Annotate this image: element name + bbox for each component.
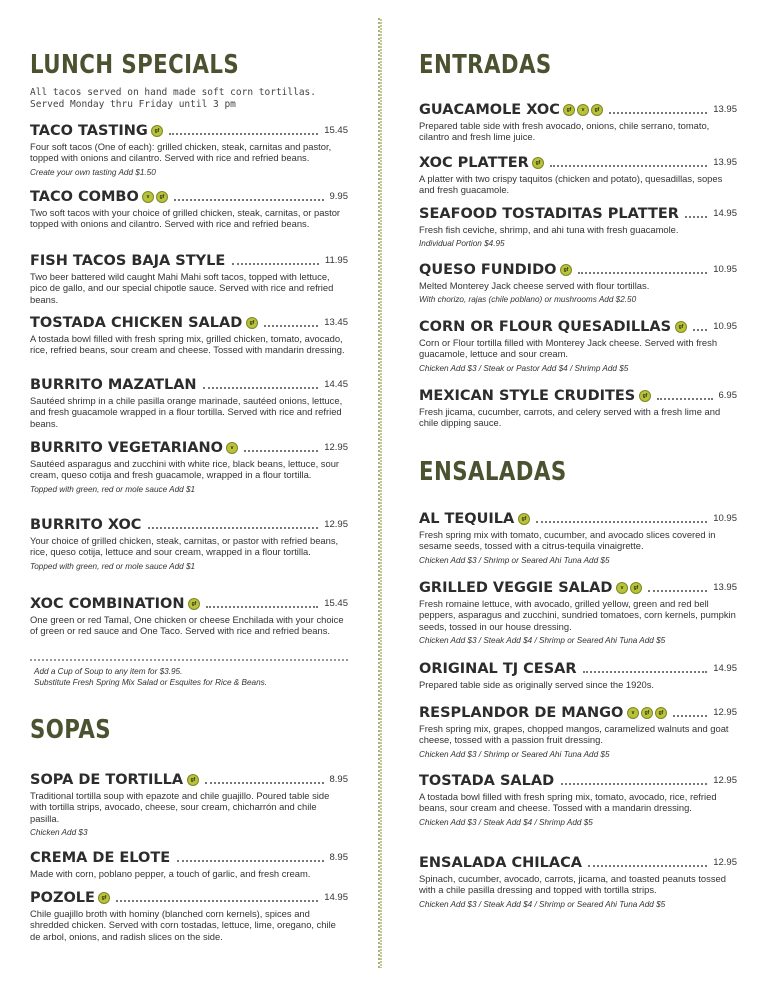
- menu-item-price: 8.95: [329, 852, 348, 863]
- menu-item-addon: Topped with green, red or mole sauce Add $1: [30, 561, 196, 571]
- menu-item-description: Your choice of grilled chicken, steak, carnitas, or pastor with refried beans, rice, queso cotija, lettuce and sour cream, wrapped in a flour tortilla.: [30, 535, 339, 558]
- menu-item: [419, 387, 737, 429]
- menu-item: [30, 376, 348, 429]
- menu-item: [30, 188, 348, 230]
- menu-item-description: Fresh spring mix, grapes, chopped mangos, caramelized walnuts and goat cheese, tossed with a passion fruit dressing.: [419, 723, 729, 746]
- sopas-title: SOPAS: [30, 715, 112, 745]
- menu-item-description: Made with corn, poblano pepper, a touch of garlic, and fresh cream.: [30, 868, 311, 879]
- ensaladas-title: ENSALADAS: [419, 457, 567, 487]
- menu-item: [419, 318, 737, 374]
- menu-item-header: [419, 387, 737, 405]
- menu-item-addon: Chicken Add $3 / Steak Add $4 / Shrimp or Seared Ahi Tuna Add $5: [419, 635, 666, 645]
- dotted-leader: [609, 112, 707, 114]
- menu-item-header: [30, 516, 348, 534]
- menu-item-name: TACO TASTING: [30, 123, 148, 139]
- menu-item-price: 9.95: [329, 191, 348, 202]
- menu-item-name: XOC COMBINATION: [30, 596, 185, 612]
- dotted-leader: [203, 387, 318, 389]
- menu-item-price: 14.95: [713, 208, 737, 219]
- dotted-leader: [657, 398, 713, 400]
- lunch-specials-note: All tacos served on hand made soft corn tortillas. Served Monday thru Friday until 3 pm: [30, 87, 316, 110]
- menu-item-name: BURRITO MAZATLAN: [30, 377, 197, 393]
- menu-item-header: [30, 595, 348, 613]
- menu-item: [419, 854, 737, 910]
- menu-item-description: Prepared table side with fresh avocado, onions, chile serrano, tomato, cilantro and fresh lime juice.: [419, 120, 710, 143]
- dietary-badges: [563, 104, 603, 116]
- menu-item-price: 12.95: [713, 707, 737, 718]
- menu-item-addon: Chicken Add $3: [30, 827, 88, 837]
- menu-item-header: [419, 205, 737, 223]
- menu-item-header: [419, 579, 737, 597]
- menu-item-description: Spinach, cucumber, avocado, carrots, jicama, and toasted peanuts tossed with a chile pasilla dressing and topped with tortilla strips.: [419, 873, 726, 896]
- dietary-badges: [518, 513, 530, 525]
- menu-item-price: 10.95: [713, 513, 737, 524]
- dotted-leader: [583, 671, 707, 673]
- menu-item-addon: Chicken Add $3 / Steak Add $4 / Shrimp Add $5: [419, 817, 593, 827]
- menu-item-description: Fresh spring mix with tomato, cucumber, and avocado slices covered in sesame seeds, tossed with a citrus-tequila vinaigrette.: [419, 529, 716, 552]
- menu-item-name: TACO COMBO: [30, 189, 139, 205]
- dietary-badges: [142, 191, 168, 203]
- menu-item-name: BURRITO VEGETARIANO: [30, 440, 223, 456]
- menu-item-addon: With chorizo, rajas (chile poblano) or mushrooms Add $2.50: [419, 295, 637, 305]
- dietary-v-icon: v: [577, 104, 589, 116]
- menu-item-addon: Chicken Add $3 / Steak Add $4 / Shrimp or Seared Ahi Tuna Add $5: [419, 899, 666, 909]
- dietary-gf-icon: gf: [639, 390, 651, 402]
- dietary-badges: [187, 774, 199, 786]
- dietary-gf-icon: gf: [641, 707, 653, 719]
- menu-item: [419, 579, 737, 646]
- menu-item-addon: Individual Portion $4.95: [419, 239, 505, 249]
- menu-item-description: Two soft tacos with your choice of grilled chicken, steak, carnitas, or pastor topped with onions and cilantro. Served with rice and refried beans.: [30, 207, 341, 230]
- menu-item-description: Chile guajillo broth with hominy (blanched corn kernels), spices and shredded chicken. Served with corn tostadas, lettuce, lime, oregano, chile de arbol, onions, and radish slices on the side.: [30, 908, 336, 942]
- dietary-badges: [532, 157, 544, 169]
- menu-item-name: MEXICAN STYLE CRUDITES: [419, 388, 636, 404]
- menu-item-name: RESPLANDOR DE MANGO: [419, 705, 624, 721]
- menu-item-name: SEAFOOD TOSTADITAS PLATTER: [419, 206, 679, 222]
- dietary-gf-icon: gf: [188, 598, 200, 610]
- menu-item-name: ORIGINAL TJ CESAR: [419, 661, 577, 677]
- menu-item-price: 14.45: [324, 379, 348, 390]
- dotted-leader: [244, 450, 318, 452]
- menu-item: [419, 101, 737, 143]
- dotted-leader: [174, 199, 324, 201]
- dietary-gf-icon: gf: [655, 707, 667, 719]
- menu-item-price: 15.45: [324, 598, 348, 609]
- dotted-leader: [685, 216, 707, 218]
- dotted-leader: [561, 783, 707, 785]
- menu-item-addon: Create your own tasting Add $1.50: [30, 167, 156, 177]
- menu-item-name: ENSALADA CHILACA: [419, 855, 582, 871]
- menu-item-price: 15.45: [324, 125, 348, 136]
- dietary-gf-icon: gf: [591, 104, 603, 116]
- menu-item-description: A tostada bowl filled with fresh spring mix, grilled chicken, tomato, avocado, rice, refried beans, sour cream and cheese. Tossed with mandarin dressing.: [30, 333, 345, 356]
- lunch-specials-title: LUNCH SPECIALS: [30, 50, 240, 80]
- dietary-gf-icon: gf: [151, 125, 163, 137]
- dotted-leader: [148, 527, 318, 529]
- menu-item-description: Fresh romaine lettuce, with avocado, grilled yellow, green and red bell peppers, asparagus and zucchini, sundried tomatoes, corn kernels, pumpkin seeds, tossed in our house dressing.: [419, 598, 736, 632]
- dietary-gf-icon: gf: [98, 892, 110, 904]
- menu-item-description: Corn or Flour tortilla filled with Monterey Jack cheese. Served with fresh guacamole, lettuce and sour cream.: [419, 337, 718, 360]
- menu-item-name: POZOLE: [30, 890, 95, 906]
- menu-item-addon: Topped with green, red or mole sauce Add $1: [30, 484, 196, 494]
- menu-item-header: [30, 188, 348, 206]
- menu-item-price: 12.95: [324, 442, 348, 453]
- entradas-title: ENTRADAS: [419, 50, 552, 80]
- menu-item-header: [419, 261, 737, 279]
- dotted-leader: [206, 606, 318, 608]
- dietary-badges: [675, 321, 687, 333]
- menu-item-header: [30, 771, 348, 789]
- menu-item: [30, 252, 348, 305]
- dietary-gf-icon: gf: [532, 157, 544, 169]
- menu-item: [30, 439, 348, 495]
- dietary-gf-icon: gf: [563, 104, 575, 116]
- menu-item-name: FISH TACOS BAJA STYLE: [30, 253, 226, 269]
- menu-item-price: 12.95: [713, 775, 737, 786]
- menu-item-addon: Chicken Add $3 / Steak or Pastor Add $4 / Shrimp Add $5: [419, 363, 629, 373]
- menu-item-header: [30, 889, 348, 907]
- dietary-badges: [627, 707, 667, 719]
- menu-item-description: Fresh jicama, cucumber, carrots, and celery served with a fresh lime and chile dipping sauce.: [419, 406, 721, 429]
- dietary-badges: [188, 598, 200, 610]
- dotted-leader: [693, 329, 707, 331]
- menu-item-header: [419, 660, 737, 678]
- menu-item: [30, 122, 348, 178]
- menu-item: [30, 314, 348, 356]
- menu-item: [30, 595, 348, 637]
- menu-item: [30, 516, 348, 572]
- menu-item-price: 12.95: [713, 857, 737, 868]
- dietary-gf-icon: gf: [675, 321, 687, 333]
- menu-item-price: 8.95: [329, 774, 348, 785]
- dotted-leader: [177, 860, 324, 862]
- menu-item-header: [419, 154, 737, 172]
- menu-item: [419, 154, 737, 196]
- menu-item-price: 14.95: [713, 663, 737, 674]
- dotted-leader: [550, 165, 707, 167]
- menu-item-header: [30, 849, 348, 867]
- menu-item-header: [419, 704, 737, 722]
- dietary-badges: [560, 264, 572, 276]
- menu-item-description: One green or red Tamal, One chicken or cheese Enchilada with your choice of green or red sauce and One Taco. Served with rice and refried beans.: [30, 614, 344, 637]
- menu-item-description: Prepared table side as originally served since the 1920s.: [419, 679, 655, 690]
- menu-item-price: 10.95: [713, 321, 737, 332]
- menu-item-header: [419, 318, 737, 336]
- dietary-v-icon: v: [226, 442, 238, 454]
- section-separator: [30, 659, 348, 661]
- menu-item-name: CORN OR FLOUR QUESADILLAS: [419, 319, 672, 335]
- dietary-gf-icon: gf: [560, 264, 572, 276]
- menu-item-description: A platter with two crispy taquitos (chicken and potato), quesadillas, sopes and fresh guacamole.: [419, 173, 723, 196]
- menu-item-description: Melted Monterey Jack cheese served with flour tortillas.: [419, 280, 650, 291]
- dietary-badges: [226, 442, 238, 454]
- dotted-leader: [673, 715, 707, 717]
- menu-item-price: 13.95: [713, 104, 737, 115]
- menu-item-name: CREMA DE ELOTE: [30, 850, 171, 866]
- dietary-gf-icon: gf: [156, 191, 168, 203]
- menu-item-header: [30, 122, 348, 140]
- dietary-badges: [246, 317, 258, 329]
- menu-item-description: A tostada bowl filled with fresh spring mix, tomato, avocado, rice, refried beans, sour cream and cheese. Tossed with a mandarin dressing.: [419, 791, 717, 814]
- dotted-leader: [578, 272, 707, 274]
- dotted-leader: [116, 900, 318, 902]
- dietary-gf-icon: gf: [518, 513, 530, 525]
- menu-item-name: TOSTADA CHICKEN SALAD: [30, 315, 243, 331]
- menu-item-name: QUESO FUNDIDO: [419, 262, 557, 278]
- dotted-leader: [536, 521, 707, 523]
- dietary-gf-icon: gf: [187, 774, 199, 786]
- menu-item: [419, 261, 737, 305]
- menu-item-header: [30, 252, 348, 270]
- menu-item-name: BURRITO XOC: [30, 517, 142, 533]
- menu-item-header: [419, 510, 737, 528]
- menu-item-addon: Chicken Add $3 / Shrimp or Seared Ahi Tuna Add $5: [419, 555, 610, 565]
- menu-item-header: [419, 772, 737, 790]
- menu-item-header: [419, 101, 737, 119]
- menu-item-description: Traditional tortilla soup with epazote and chile guajillo. Poured table side with tortilla strips, avocado, cheese, sour cream, chicharrón and chile pasilla.: [30, 790, 330, 824]
- menu-item-description: Sautéed asparagus and zucchini with white rice, black beans, lettuce, sour cream, queso cotija and fresh guacamole, wrapped in a flour tortilla.: [30, 458, 340, 481]
- dietary-v-icon: v: [627, 707, 639, 719]
- menu-item-description: Sautéed shrimp in a chile pasilla orange marinade, sautéed onions, lettuce, and fresh guacamole wrapped in a flour tortilla. Served with rice and refried beans.: [30, 395, 343, 429]
- menu-item-name: GUACAMOLE XOC: [419, 102, 560, 118]
- menu-item: [30, 889, 348, 942]
- dietary-badges: [98, 892, 110, 904]
- dietary-gf-icon: gf: [630, 582, 642, 594]
- menu-item-price: 13.95: [713, 157, 737, 168]
- menu-item-description: Fresh fish ceviche, shrimp, and ahi tuna with fresh guacamole.: [419, 224, 679, 235]
- menu-item-name: TOSTADA SALAD: [419, 773, 555, 789]
- dietary-v-icon: v: [616, 582, 628, 594]
- dotted-leader: [648, 590, 707, 592]
- menu-item: [419, 205, 737, 249]
- menu-item: [419, 704, 737, 760]
- dotted-leader: [232, 263, 319, 265]
- dotted-leader: [588, 865, 707, 867]
- menu-item: [30, 849, 348, 879]
- menu-item-description: Four soft tacos (One of each): grilled chicken, steak, carnitas and pastor, topped with onions and cilantro. Served with rice and refried beans.: [30, 141, 332, 164]
- menu-item-name: XOC PLATTER: [419, 155, 529, 171]
- menu-item: [419, 510, 737, 566]
- menu-item-name: AL TEQUILA: [419, 511, 515, 527]
- menu-item-name: SOPA DE TORTILLA: [30, 772, 184, 788]
- dotted-leader: [205, 782, 324, 784]
- menu-item-price: 11.95: [324, 255, 348, 266]
- menu-item: [419, 660, 737, 690]
- menu-item-header: [30, 376, 348, 394]
- menu-item-name: GRILLED VEGGIE SALAD: [419, 580, 613, 596]
- menu-item-price: 6.95: [718, 390, 737, 401]
- menu-item-price: 13.45: [324, 317, 348, 328]
- column-divider: [378, 18, 382, 968]
- menu-item-header: [419, 854, 737, 872]
- menu-item-description: Two beer battered wild caught Mahi Mahi soft tacos, topped with lettuce, pico de gallo, and our special chipotle sauce. Served with rice and refried beans.: [30, 271, 334, 305]
- menu-item-price: 10.95: [713, 264, 737, 275]
- dietary-badges: [151, 125, 163, 137]
- menu-item: [30, 771, 348, 838]
- menu-item-header: [30, 314, 348, 332]
- menu-item-header: [30, 439, 348, 457]
- dotted-leader: [169, 133, 318, 135]
- menu-item: [419, 772, 737, 828]
- menu-item-price: 14.95: [324, 892, 348, 903]
- dietary-badges: [616, 582, 642, 594]
- menu-item-price: 13.95: [713, 582, 737, 593]
- lunch-extras-note: Add a Cup of Soup to any item for $3.95. Substitute Fresh Spring Mix Salad or Esquites for Rice & Beans.: [34, 667, 267, 687]
- menu-item-price: 12.95: [324, 519, 348, 530]
- dotted-leader: [264, 325, 318, 327]
- dietary-gf-icon: gf: [246, 317, 258, 329]
- menu-item-addon: Chicken Add $3 / Shrimp or Seared Ahi Tuna Add $5: [419, 749, 610, 759]
- dietary-badges: [639, 390, 651, 402]
- dietary-v-icon: v: [142, 191, 154, 203]
